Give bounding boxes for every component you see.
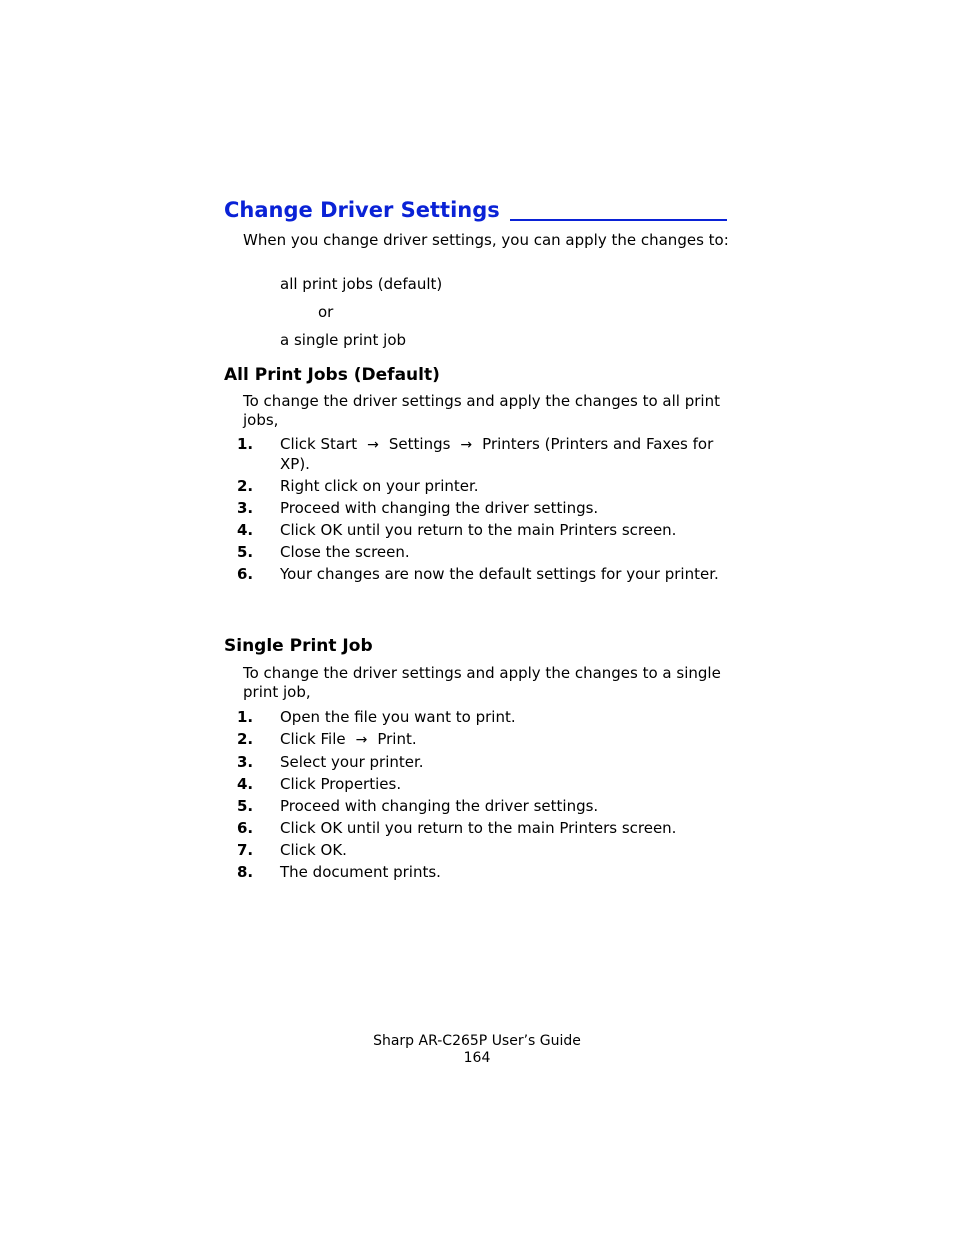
step-text-segment: Printers (Printers and Faxes for XP). xyxy=(280,435,714,473)
page-title: Change Driver Settings xyxy=(224,198,500,222)
all-print-jobs-intro: To change the driver settings and apply the changes to all print jobs, xyxy=(243,392,720,429)
step-number: 2. xyxy=(237,477,254,495)
arrow-icon: → xyxy=(355,732,368,748)
step-item xyxy=(237,543,737,562)
step-number: 1. xyxy=(237,435,254,453)
step-text: Click OK until you return to the main Printers screen. xyxy=(280,521,677,539)
step-number: 2. xyxy=(237,730,254,748)
step-item xyxy=(237,863,737,882)
option-single-print-job: a single print job xyxy=(280,331,407,349)
section-heading-all-print-jobs: All Print Jobs (Default) xyxy=(224,365,440,385)
step-number: 5. xyxy=(237,543,254,561)
step-text: Right click on your printer. xyxy=(280,477,479,495)
step-item xyxy=(237,730,737,750)
step-item xyxy=(237,521,737,540)
step-text: Select your printer. xyxy=(280,753,424,771)
step-text: Open the file you want to print. xyxy=(280,708,516,726)
arrow-icon: → xyxy=(460,437,473,453)
step-number: 8. xyxy=(237,863,254,881)
step-number: 4. xyxy=(237,521,254,539)
step-number: 1. xyxy=(237,708,254,726)
step-item xyxy=(237,477,737,496)
step-number: 6. xyxy=(237,565,254,583)
step-text-segment: Print. xyxy=(377,730,417,748)
step-item xyxy=(237,797,737,816)
single-print-job-steps xyxy=(237,708,737,885)
step-text: Proceed with changing the driver settings. xyxy=(280,499,599,517)
step-text-segment: Settings xyxy=(388,435,451,453)
step-text xyxy=(280,435,713,473)
step-item xyxy=(237,819,737,838)
option-all-print-jobs: all print jobs (default) xyxy=(280,275,443,293)
step-number: 7. xyxy=(237,841,254,859)
step-text: Click Properties. xyxy=(280,775,402,793)
step-text: Click OK until you return to the main Printers screen. xyxy=(280,819,677,837)
step-number: 4. xyxy=(237,775,254,793)
arrow-icon: → xyxy=(367,437,379,453)
step-item xyxy=(237,435,737,474)
option-or: or xyxy=(318,303,334,321)
step-text-segment: Click Start xyxy=(280,435,358,453)
all-print-jobs-steps xyxy=(237,435,737,587)
intro-paragraph: When you change driver settings, you can apply the changes to: xyxy=(243,231,729,249)
section-heading-single-print-job: Single Print Job xyxy=(224,636,373,656)
step-text: Close the screen. xyxy=(280,543,410,561)
step-item xyxy=(237,499,737,518)
step-number: 6. xyxy=(237,819,254,837)
step-text xyxy=(280,730,417,748)
footer-page-number: 164 xyxy=(463,1050,491,1066)
step-item xyxy=(237,841,737,860)
step-item xyxy=(237,775,737,794)
step-text: Your changes are now the default settings for your printer. xyxy=(280,565,719,583)
step-text: Click OK. xyxy=(280,841,347,859)
title-underline-rule xyxy=(510,219,727,221)
step-text: Proceed with changing the driver settings. xyxy=(280,797,599,815)
step-number: 5. xyxy=(237,797,254,815)
step-number: 3. xyxy=(237,753,254,771)
single-print-job-intro: To change the driver settings and apply the changes to a single print job, xyxy=(243,664,721,701)
step-item xyxy=(237,565,737,584)
step-text: The document prints. xyxy=(280,863,441,881)
step-number: 3. xyxy=(237,499,254,517)
footer-guide-title: Sharp AR-C265P User’s Guide xyxy=(373,1033,581,1049)
step-item xyxy=(237,708,737,727)
step-text-segment: Click File xyxy=(280,730,346,748)
step-item xyxy=(237,753,737,772)
